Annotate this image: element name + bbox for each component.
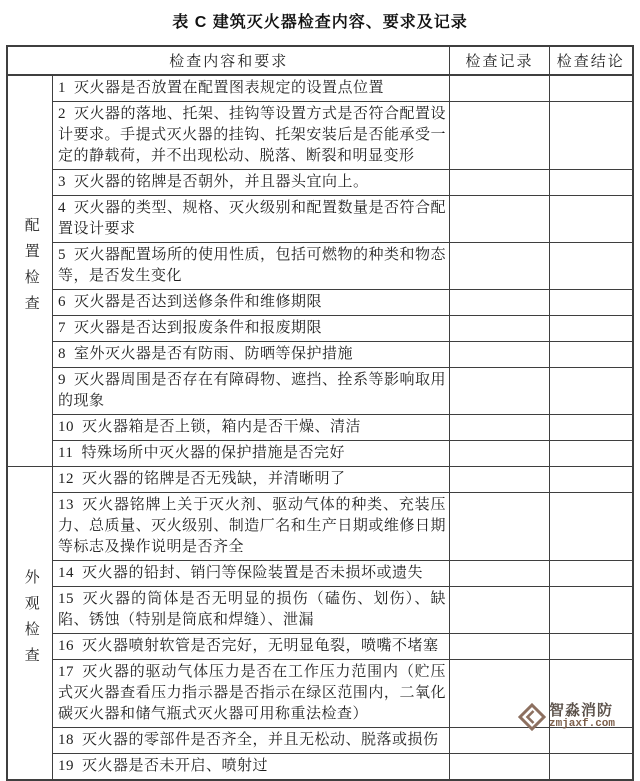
record-cell <box>450 102 550 170</box>
table-row <box>7 441 632 467</box>
item-text: 19 灭火器是否未开启、喷射过 <box>52 754 449 781</box>
category-label: 外观检查 <box>22 568 39 673</box>
category-label: 配置检查 <box>22 216 39 321</box>
item-text: 2 灭火器的落地、托架、挂钩等设置方式是否符合配置设计要求。手提式灭火器的挂钩、托架安装后是否能承受一定的静载荷，并不出现松动、脱落、断裂和明显变形 <box>52 102 449 170</box>
conclusion-cell <box>550 316 633 342</box>
record-cell <box>450 290 550 316</box>
conclusion-cell <box>550 75 633 102</box>
table-row <box>7 493 632 561</box>
conclusion-cell <box>550 342 633 368</box>
item-text: 13 灭火器铭牌上关于灭火剂、驱动气体的种类、充装压力、总质量、灭火级别、制造厂名和生产日期或维修日期等标志及操作说明是否齐全 <box>52 493 449 561</box>
watermark-brand: 智淼消防 <box>548 702 613 720</box>
record-cell <box>450 493 550 561</box>
table-row <box>7 368 632 415</box>
item-number: 1 <box>57 80 66 96</box>
item-text: 11 特殊场所中灭火器的保护措施是否完好 <box>52 441 449 467</box>
table-row <box>7 102 632 170</box>
item-text: 17 灭火器的驱动气体压力是否在工作压力范围内（贮压式灭火器查看压力指示器是否指示在绿区范围内，二氧化碳灭火器和储气瓶式灭火器可用称重法检查） <box>52 660 449 728</box>
table-row <box>7 467 632 493</box>
item-number: 11 <box>57 445 74 461</box>
item-text: 18 灭火器的零部件是否齐全，并且无松动、脱落或损伤 <box>52 728 449 754</box>
conclusion-cell <box>550 728 633 754</box>
table-row <box>7 243 632 290</box>
table-row <box>7 290 632 316</box>
record-cell <box>450 561 550 587</box>
category-cell-config <box>7 75 52 467</box>
conclusion-cell <box>550 441 633 467</box>
conclusion-cell <box>550 493 633 561</box>
header-content: 检查内容和要求 <box>7 46 449 75</box>
item-number: 17 <box>57 664 74 680</box>
table-row <box>7 342 632 368</box>
item-number: 8 <box>57 346 66 362</box>
record-cell <box>450 587 550 634</box>
item-text: 9 灭火器周围是否存在有障碍物、遮挡、拴系等影响取用的现象 <box>52 368 449 415</box>
item-number: 16 <box>57 638 74 654</box>
inspection-table <box>6 45 633 781</box>
conclusion-cell <box>550 587 633 634</box>
item-number: 18 <box>57 732 74 748</box>
conclusion-cell <box>550 415 633 441</box>
table-row <box>7 75 632 102</box>
item-number: 3 <box>57 174 66 190</box>
item-text: 5 灭火器配置场所的使用性质，包括可燃物的种类和物态等，是否发生变化 <box>52 243 449 290</box>
conclusion-cell <box>550 368 633 415</box>
item-text: 15 灭火器的筒体是否无明显的损伤（磕伤、划伤）、缺陷、锈蚀（特别是筒底和焊缝）、泄漏 <box>52 587 449 634</box>
conclusion-cell <box>550 561 633 587</box>
table-row <box>7 754 632 781</box>
item-number: 13 <box>57 497 74 513</box>
conclusion-cell <box>550 754 633 781</box>
record-cell <box>450 368 550 415</box>
item-text: 8 室外灭火器是否有防雨、防晒等保护措施 <box>52 342 449 368</box>
conclusion-cell <box>550 243 633 290</box>
item-number: 19 <box>57 758 74 774</box>
item-text: 16 灭火器喷射软管是否完好，无明显龟裂，喷嘴不堵塞 <box>52 634 449 660</box>
item-number: 7 <box>57 320 66 336</box>
header-conclusion: 检查结论 <box>550 46 633 75</box>
item-text: 4 灭火器的类型、规格、灭火级别和配置数量是否符合配置设计要求 <box>52 196 449 243</box>
conclusion-cell <box>550 290 633 316</box>
record-cell <box>450 316 550 342</box>
record-cell <box>450 634 550 660</box>
record-cell <box>450 170 550 196</box>
category-cell-appearance <box>7 467 52 781</box>
item-number: 5 <box>57 247 66 263</box>
watermark-site: zmjaxf.com <box>548 718 615 731</box>
item-number: 4 <box>57 200 66 216</box>
header-record: 检查记录 <box>450 46 550 75</box>
record-cell <box>450 728 550 754</box>
table-row <box>7 561 632 587</box>
item-text: 12 灭火器的铭牌是否无残缺，并清晰明了 <box>52 467 449 493</box>
conclusion-cell <box>550 467 633 493</box>
item-number: 15 <box>57 591 74 607</box>
table-row <box>7 170 632 196</box>
item-text: 10 灭火器箱是否上锁，箱内是否干燥、清洁 <box>52 415 449 441</box>
table-row <box>7 196 632 243</box>
record-cell <box>450 243 550 290</box>
record-cell <box>450 415 550 441</box>
item-number: 2 <box>57 106 66 122</box>
conclusion-cell <box>550 196 633 243</box>
item-number: 9 <box>57 372 66 388</box>
item-text: 1 灭火器是否放置在配置图表规定的设置点位置 <box>52 75 449 102</box>
watermark-logo-icon <box>518 703 546 731</box>
page-title: 表 C 建筑灭火器检查内容、要求及记录 <box>172 14 468 31</box>
item-text: 7 灭火器是否达到报废条件和报废期限 <box>52 316 449 342</box>
item-text: 3 灭火器的铭牌是否朝外，并且器头宜向上。 <box>52 170 449 196</box>
item-text: 6 灭火器是否达到送修条件和维修期限 <box>52 290 449 316</box>
conclusion-cell <box>550 102 633 170</box>
table-row <box>7 587 632 634</box>
header-row <box>7 46 632 75</box>
watermark-text <box>549 703 615 730</box>
table-row <box>7 634 632 660</box>
record-cell <box>450 467 550 493</box>
item-number: 12 <box>57 471 74 487</box>
record-cell <box>450 196 550 243</box>
table-row <box>7 316 632 342</box>
table-row <box>7 728 632 754</box>
record-cell <box>450 754 550 781</box>
conclusion-cell <box>550 170 633 196</box>
item-number: 14 <box>57 565 74 581</box>
conclusion-cell <box>550 634 633 660</box>
watermark <box>518 703 615 731</box>
item-text: 14 灭火器的铅封、销闩等保险装置是否未损坏或遗失 <box>52 561 449 587</box>
record-cell <box>450 75 550 102</box>
record-cell <box>450 342 550 368</box>
table-row <box>7 415 632 441</box>
item-number: 6 <box>57 294 66 310</box>
item-number: 10 <box>57 419 74 435</box>
record-cell <box>450 441 550 467</box>
